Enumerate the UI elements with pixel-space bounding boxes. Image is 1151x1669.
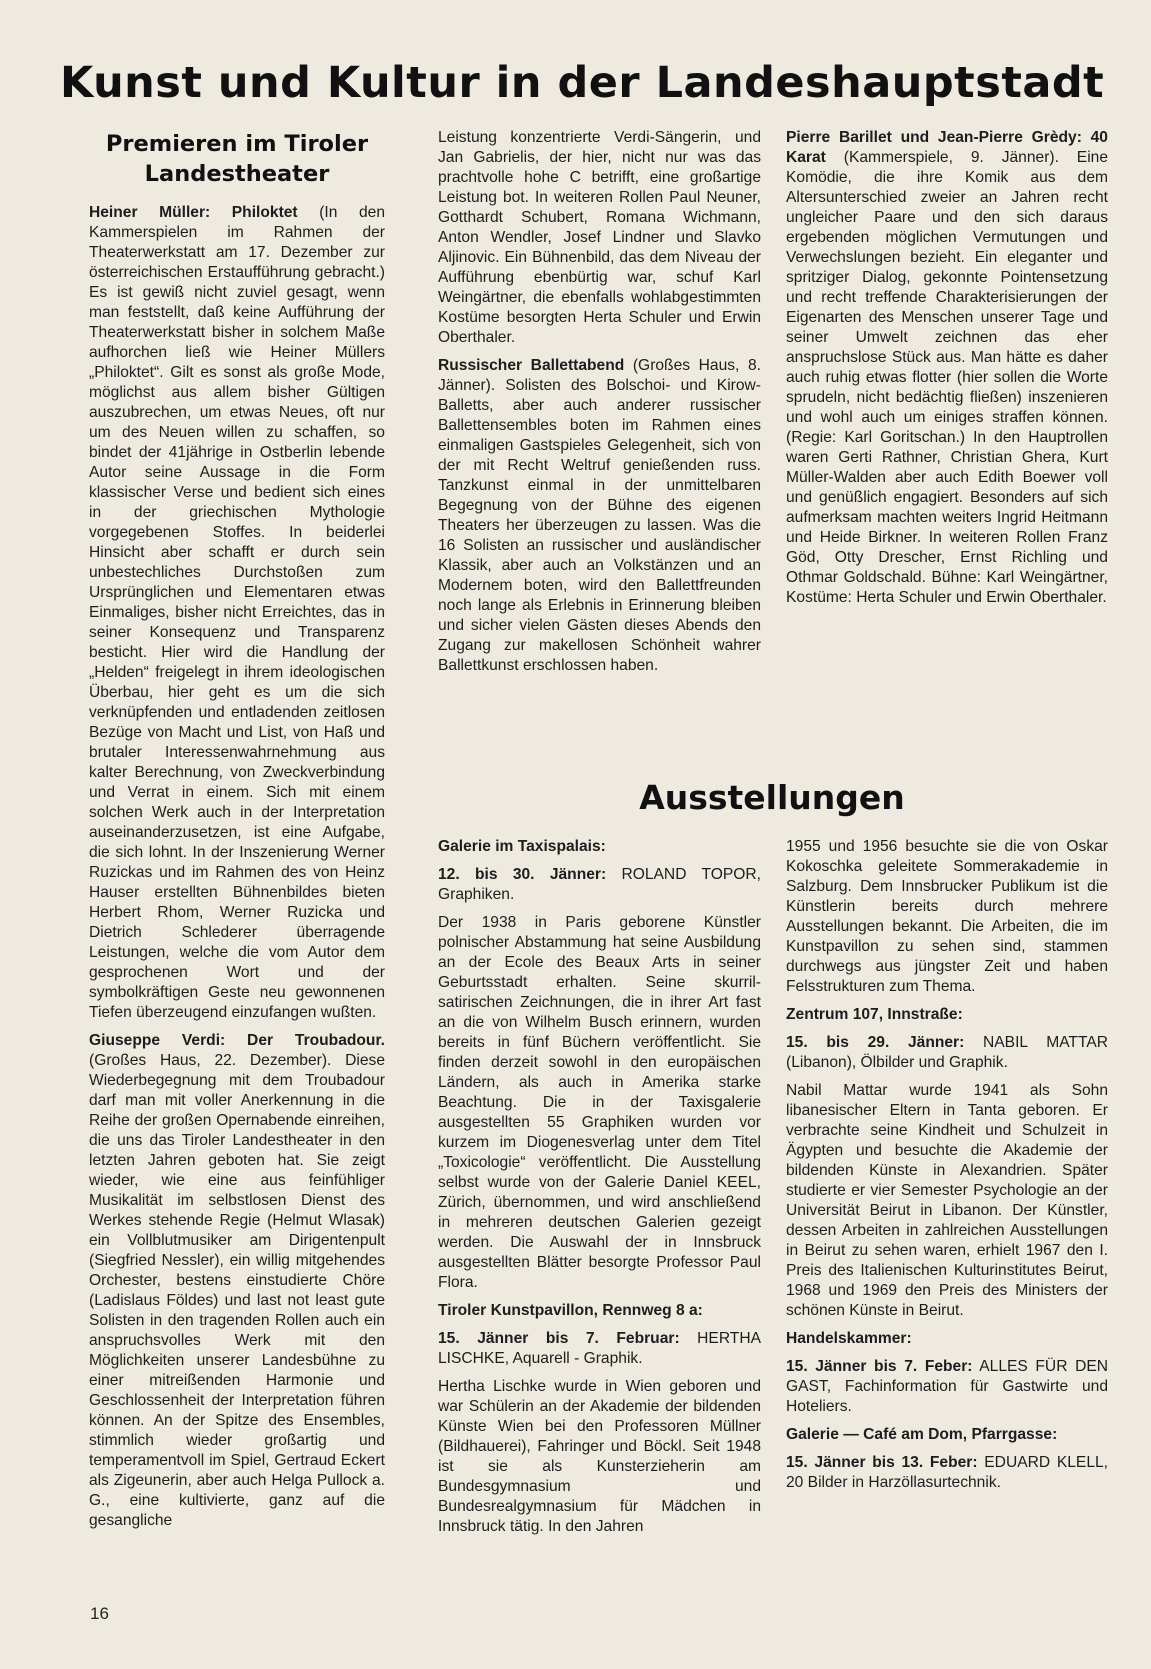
dates-taxispalais: 12. bis 30. Jänner: <box>438 866 607 883</box>
page-number: 16 <box>90 1604 109 1623</box>
column-1 <box>89 129 385 1539</box>
article-troubadour-lead: Giuseppe Verdi: Der Troubadour. <box>89 1032 385 1049</box>
venue-taxispalais: Galerie im Taxispalais: <box>438 838 606 855</box>
exhibitions-heading: Ausstellungen <box>639 778 905 817</box>
article-karat-body: (Kammerspiele, 9. Jänner). Eine Komödie, die ihre Komik aus dem Altersunterschied zweier an Jahren recht ungleicher Paare und den sich daraus ergebenden möglichen Vermutungen und Verwechslungen bezieht. Ein eleganter und spritziger Dialog, gekonnte Pointensetzung und recht treffende Charakterisierungen der Eigenarten des Menschen unserer Tage und seiner Umwelt zeichnen das eher anspruchslose Stück aus. Man hätte es daher auch ruhig etwas flotter (hier sollen die Worte sprudeln, nicht bedächtig fließen) inszenieren und wohl auch um einiges straffen können. (Regie: Karl Goritschan.) In den Hauptrollen waren Gerti Rathner, Christian Ghera, Kurt Müller-Walden aber auch Edith Boewer voll und genüßlich engagiert. Besonders auf sich aufmerksam machten weiters Ingrid Heitmann und Heide Birkner. In weiteren Rollen Franz Göd, Otty Drescher, Ernst Richling und Othmar Goldschald. Bühne: Karl Weingärtner, Kostüme: Herta Schuler und Erwin Oberthaler. <box>786 149 1108 606</box>
listing-zentrum <box>786 1033 1108 1073</box>
article-philoktet <box>89 203 385 1023</box>
article-troubadour-body: (Großes Haus, 22. Dezember). Diese Wiederbegegnung mit dem Troubadour darf man mit voller Anerkennung in die Reihe der großen Opernabende einreihen, die uns das Tiroler Landestheater in den letzten Jahren geboten hat. Sie zeigt wieder, wie eine aus feinfühliger Musikalität im selbstlosen Dienst des Werkes stehende Regie (Helmut Wlasak) ein Vollblutmusiker am Dirigentenpult (Siegfried Nessler), ein willig mitgehendes Orchester, bestens einstudierte Chöre (Ladislaus Földes) und last not least gute Solisten in den tragenden Rollen auch ein anspruchsvolles Werk mit den Möglichkeiten unserer Landesbühne zu einer mitreißenden Harmonie und Geschlossenheit der Interpretation führen können. An der Spitze des Ensembles, stimmlich wieder großartig und temperamentvoll im Spiel, Gertraud Eckert als Zigeunerin, aber auch Helga Pullock a. G., eine kultivierte, ganz auf die gesangliche <box>89 1052 385 1529</box>
column-3 <box>786 128 1108 616</box>
article-philoktet-body: (In den Kammerspielen im Rahmen der Theaterwerkstatt am 17. Dezember zur österreichischen Erstaufführung gebracht.) Es ist gewiß nicht zuviel gesagt, wenn man feststellt, daß keine Aufführung der Theaterwerkstatt bisher in solchem Maße aufhorchen ließ wie Heiner Müllers „Philoktet“. Gilt es sonst als große Mode, möglichst aus allem bisher Gültigen auszubrechen, um etwas Neues, oft nur um des Neuen willen zu schaffen, so bindet der 41jährige in Ostberlin lebende Autor seine Aussage in die Form klassischer Verse und bedient sich eines in der griechischen Mythologie vorgegebenen Stoffes. In beiderlei Hinsicht aber schafft er durch sein unbestechliches Durchstoßen zum Ursprünglichen und Elementaren etwas Einmaliges, bisher nicht Erreichtes, das in seiner Konsequenz und Transparenz besticht. Hier wird die Handlung der „Helden“ freigelegt in ihrem ideologischen Überbau, hier geht es um die sich verknüpfenden und entladenden zeitlosen Bezüge von Macht und List, von Haß und brutaler Interessenwahrnehmung aus kalter Berechnung, von Zweckverbindung und Verrat in einem. Sich mit einem solchen Werk auch in der Interpretation auseinanderzusetzen, ist eine Aufgabe, die sich lohnt. In der Inszenierung Werner Ruzickas und im Rahmen des von Heinz Hauser erstellten Bühnenbildes bieten Herbert Rhom, Werner Ruzicka und Dietrich Schlederer überragende Leistungen, welche die vom Autor dem gesprochenen Wort und der symbolkräftigen Geste neu gewonnenen Tiefen überzeugend einzufangen wußten. <box>89 204 385 1021</box>
article-ballett-body: (Großes Haus, 8. Jänner). Solisten des Bolschoi- und Kirow-Balletts, aber auch anderer russischer Ballettensembles boten im Rahmen eines einmaligen Gastspieles Gelegenheit, sich von der mit Recht Weltruf genießenden russ. Tanzkunst einmal in der unmittelbaren Begegnung von der Bühne des eigenen Theaters her überzeugen zu lassen. Was die 16 Solisten an russischer und ausländischer Klassik, aber auch an Volkstänzen und an Modernem boten, wird den Ballettfreunden noch lange als Erlebnis in Erinnerung bleiben und sicher vielen Gästen dieses Abends den Zugang zur makellosen Schönheit wahrer Ballettkunst erschlossen haben. <box>438 357 761 674</box>
dates-cafe: 15. Jänner bis 13. Feber: <box>786 1454 978 1471</box>
text-kunstpavillon: Hertha Lischke wurde in Wien geboren und war Schülerin an der Akademie der bildenden Künste Wien bei den Professoren Müllner (Bildhauerei), Fahringer und Böckl. Seit 1948 ist sie als Kunsterzieherin am Bundesgymnasium und Bundesrealgymnasium für Mädchen in Innsbruck tätig. In den Jahren <box>438 1378 761 1535</box>
article-troubadour-continued: Leistung konzentrierte Verdi-Sängerin, und Jan Gabrielis, der hier, nicht nur was das prachtvolle hohe C betrifft, eine großartige Leistung bot. In weiteren Rollen Paul Neuner, Gotthardt Schubert, Romana Wichmann, Anton Wendler, Josef Lindner und Slavko Aljinovic. Ein Bühnenbild, das dem Niveau der Aufführung ebenbürtig war, schuf Karl Weingärtner, die ebenfalls wohlabgestimmten Kostüme besorgten Herta Schuler und Erwin Oberthaler. <box>438 129 761 346</box>
dates-kunstpavillon: 15. Jänner bis 7. Februar: <box>438 1330 680 1347</box>
title-handelskammer: ALLES FÜR DEN GAST, Fachinformation für Gastwirte und Hoteliers. <box>786 1358 1108 1415</box>
listing-cafe <box>786 1453 1108 1493</box>
venue-zentrum: Zentrum 107, Innstraße: <box>786 1006 963 1023</box>
article-karat-lead: Pierre Barillet und Jean-Pierre Grèdy: 40 Karat <box>786 129 1108 166</box>
exhibitions-column-2 <box>438 837 761 1545</box>
text-kunstpavillon-continued: 1955 und 1956 besuchte sie die von Oskar Kokoschka geleitete Sommerakademie in Salzburg. Dem Innsbrucker Publikum ist die Künstlerin bereits durch mehrere Ausstellungen bekannt. Die Arbeiten, die im Kunstpavillon zu sehen sind, stammen durchwegs aus jüngster Zeit und haben Felsstrukturen zum Thema. <box>786 838 1108 995</box>
article-ballett-lead: Russischer Ballettabend <box>438 357 625 374</box>
exhibitions-column-3 <box>786 837 1108 1501</box>
column-2 <box>438 128 761 684</box>
article-troubadour <box>89 1031 385 1531</box>
article-ballett <box>438 356 761 676</box>
venue-cafe: Galerie — Café am Dom, Pfarrgasse: <box>786 1426 1058 1443</box>
listing-taxispalais <box>438 865 761 905</box>
page-title: Kunst und Kultur in der Landeshauptstadt <box>60 58 1105 108</box>
theatre-section-heading: Premieren im Tiroler Landestheater <box>105 131 369 187</box>
venue-kunstpavillon: Tiroler Kunstpavillon, Rennweg 8 a: <box>438 1302 703 1319</box>
dates-zentrum: 15. bis 29. Jänner: <box>786 1034 965 1051</box>
title-kunstpavillon: HERTHA LISCHKE, Aquarell - Graphik. <box>438 1330 761 1367</box>
text-zentrum: Nabil Mattar wurde 1941 als Sohn libanesischer Eltern in Tanta geboren. Er verbrachte seine Kindheit und Schulzeit in Ägypten und besuchte die Akademie der bildenden Künste in Alexandrien. Später studierte er vier Semester Psychologie an der Universität Beirut in Libanon. Der Künstler, dessen Arbeiten in zahlreichen Ausstellungen in Beirut zu sehen waren, erhielt 1967 den I. Preis des Italienischen Kulturinstitutes Beirut, 1968 und 1969 den Preis des Ministers der schönen Künste in Beirut. <box>786 1082 1108 1319</box>
title-zentrum: NABIL MATTAR (Libanon), Ölbilder und Graphik. <box>786 1034 1108 1071</box>
text-taxispalais: Der 1938 in Paris geborene Künstler polnischer Abstammung hat seine Ausbildung an der Ecole des Beaux Arts in seiner Geburtsstadt erhalten. Seine skurril-satirischen Zeichnungen, die in ihrer Art fast an die von Wilhelm Busch erinnern, wurden bereits in fünf Büchern veröffentlicht. Sie finden derzeit sowohl in den europäischen Ländern, als auch in Amerika starke Beachtung. Die in der Taxisgalerie ausgestellten 55 Graphiken wurden vor kurzem im Diogenesverlag unter dem Titel „Toxicologie“ veröffentlicht. Die Ausstellung selbst wurde von der Galerie Daniel KEEL, Zürich, übernommen, und wird anschließend in mehreren deutschen Galerien gezeigt werden. Die Auswahl der in Innsbruck ausgestellten Blätter besorgte Professor Paul Flora. <box>438 914 761 1291</box>
title-taxispalais: ROLAND TOPOR, Graphiken. <box>438 866 761 903</box>
title-cafe: EDUARD KLELL, 20 Bilder in Harzöllasurtechnik. <box>786 1454 1108 1491</box>
article-karat <box>786 128 1108 608</box>
article-philoktet-lead: Heiner Müller: Philoktet <box>89 204 298 221</box>
listing-kunstpavillon <box>438 1329 761 1369</box>
dates-handelskammer: 15. Jänner bis 7. Feber: <box>786 1358 973 1375</box>
venue-handelskammer: Handelskammer: <box>786 1330 912 1347</box>
listing-handelskammer <box>786 1357 1108 1417</box>
